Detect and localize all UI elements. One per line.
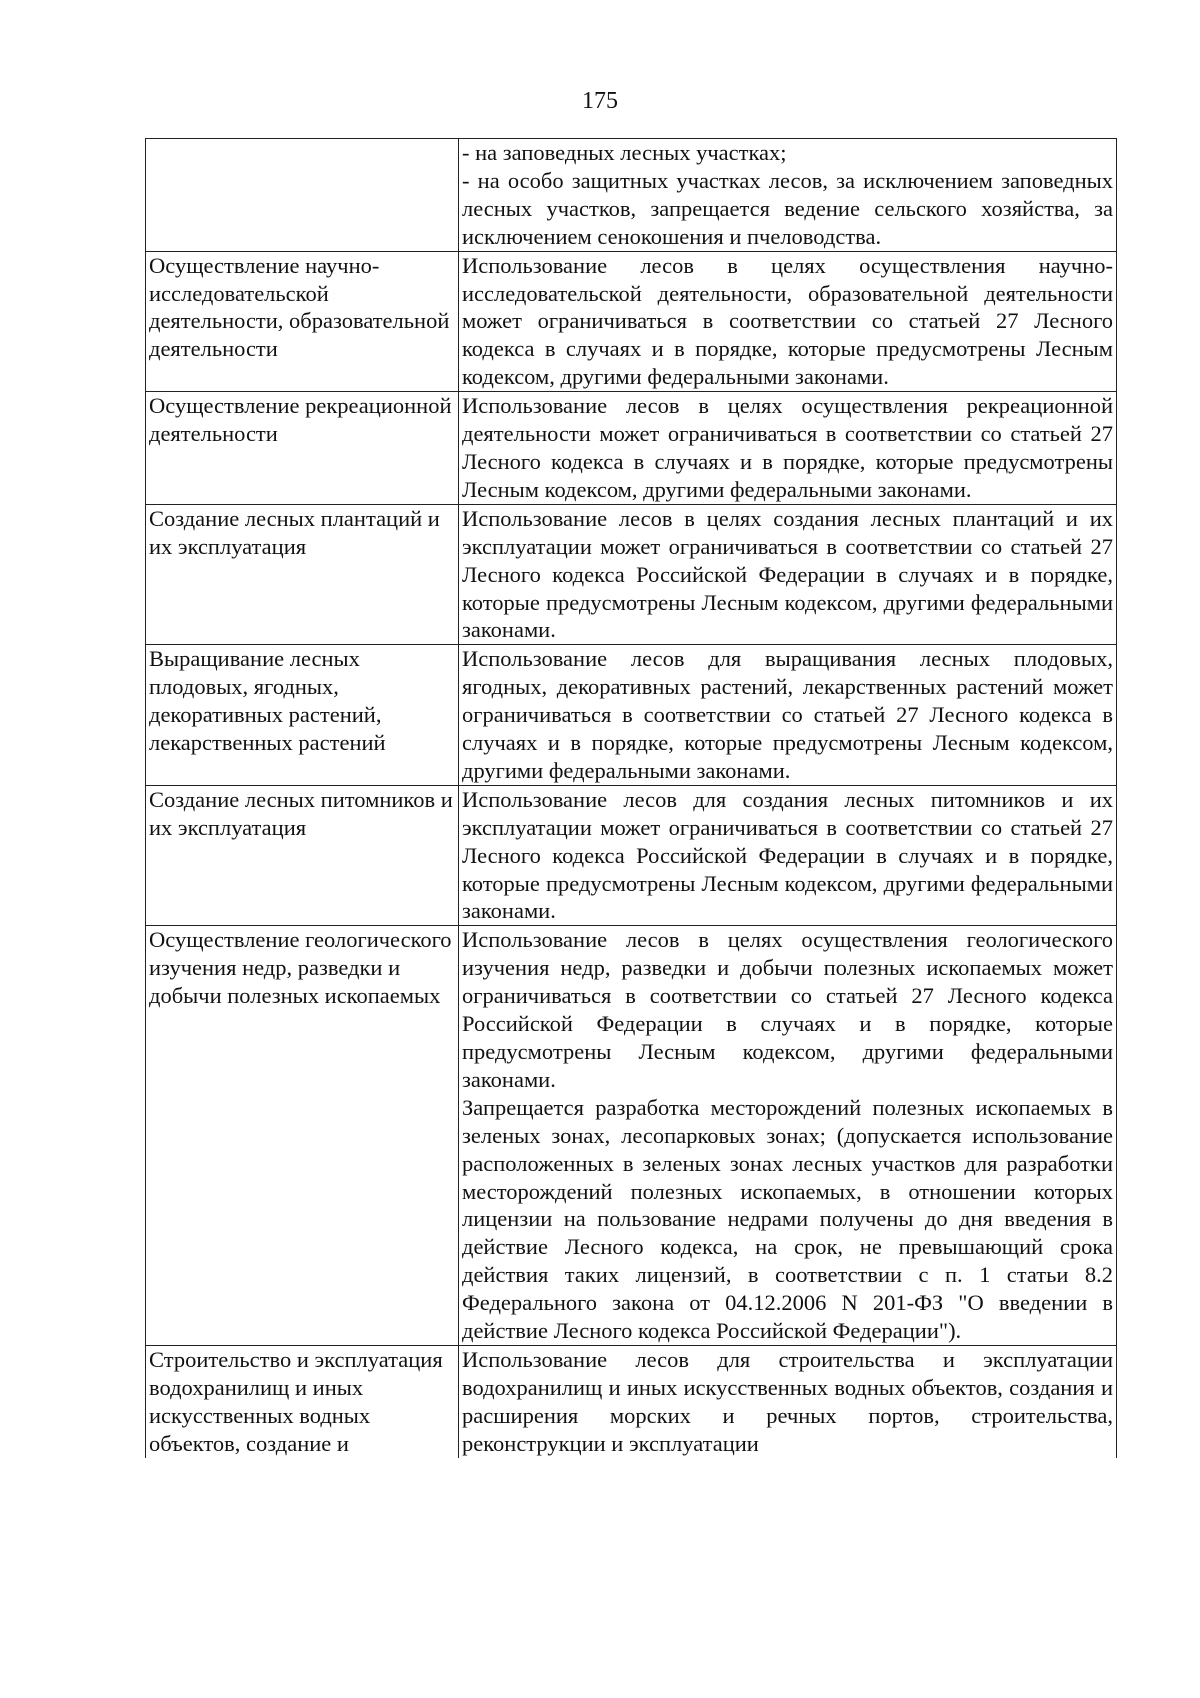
paragraph: Использование лесов для выращивания лесных плодовых, ягодных, декоративных растений, лекарственных растений может ограничиваться в соответствии со статьей 27 Лесного кодекса в случаях и в порядке, которые предусмотрены Лесным кодексом, другими федеральными законами. — [462, 646, 1113, 783]
row-label: Создание лесных плантаций и их эксплуатация — [146, 504, 459, 645]
table-row — [146, 926, 1117, 1346]
paragraph: - на заповедных лесных участках; — [462, 140, 787, 165]
row-description — [459, 1345, 1117, 1457]
row-label: Осуществление рекреационной деятельности — [146, 392, 459, 505]
row-label: Осуществление научно-исследовательской деятельности, образовательной деятельности — [146, 251, 459, 392]
row-description — [459, 251, 1117, 392]
row-label — [146, 139, 459, 252]
row-label: Строительство и эксплуатация водохранилищ и иных искусственных водных объектов, создание и — [146, 1345, 459, 1457]
table-row — [146, 1345, 1117, 1457]
paragraph: Запрещается разработка месторождений полезных ископаемых в зеленых зонах, лесопарковых зонах; (допускается использование расположенных в зеленых зонах лесных участков для разработки месторождений полезных ископаемых, в отношении которых лицензии на пользование недрами получены до дня введения в действие Лесного кодекса, на срок, не превышающий срока действия таких лицензий, в соответствии с п. 1 статьи 8.2 Федерального закона от 04.12.2006 N 201-ФЗ "О введении в действие Лесного кодекса Российской Федерации"). — [462, 1094, 1113, 1344]
row-description — [459, 926, 1117, 1346]
paragraph: Использование лесов в целях осуществления научно-исследовательской деятельности, образовательной деятельности может ограничиваться в соответствии со статьей 27 Лесного кодекса в случаях и в порядке, которые предусмотрены Лесным кодексом, другими федеральными законами. — [462, 252, 1113, 390]
table-row — [146, 645, 1117, 786]
table-row — [146, 139, 1117, 252]
row-description — [459, 645, 1117, 786]
paragraph: Использование лесов в целях осуществления рекреационной деятельности может ограничиваться в соответствии со статьей 27 Лесного кодекса в случаях и в порядке, которые предусмотрены Лесным кодексом, другими федеральными законами. — [462, 393, 1113, 502]
paragraph: Использование лесов для строительства и эксплуатации водохранилищ и иных искусственных водных объектов, создания и расширения морских и речных портов, строительства, реконструкции и эксплуатации — [462, 1346, 1113, 1456]
forest-use-table — [145, 138, 1117, 1458]
row-description — [459, 392, 1117, 505]
row-description — [459, 504, 1117, 645]
table-row — [146, 251, 1117, 392]
row-label: Осуществление геологического изучения недр, разведки и добычи полезных ископаемых — [146, 926, 459, 1346]
row-label: Создание лесных питомников и их эксплуатация — [146, 785, 459, 926]
table-row — [146, 392, 1117, 505]
paragraph: - на особо защитных участках лесов, за исключением заповедных лесных участков, запрещается ведение сельского хозяйства, за исключением сенокошения и пчеловодства. — [462, 167, 1113, 249]
paragraph: Использование лесов в целях создания лесных плантаций и их эксплуатации может ограничиваться в соответствии со статьей 27 Лесного кодекса Российской Федерации в случаях и в порядке, которые предусмотрены Лесным кодексом, другими федеральными законами. — [462, 505, 1113, 643]
page-number: 175 — [582, 88, 618, 114]
paragraph: Использование лесов для создания лесных питомников и их эксплуатации может ограничиваться в соответствии со статьей 27 Лесного кодекса Российской Федерации в случаях и в порядке, которые предусмотрены Лесным кодексом, другими федеральными законами. — [462, 786, 1113, 924]
row-label: Выращивание лесных плодовых, ягодных, декоративных растений, лекарственных растений — [146, 645, 459, 786]
row-description — [459, 785, 1117, 926]
table-row — [146, 504, 1117, 645]
row-description — [459, 139, 1117, 252]
table-row — [146, 785, 1117, 926]
paragraph: Использование лесов в целях осуществления геологического изучения недр, разведки и добычи полезных ископаемых может ограничиваться в соответствии со статьей 27 Лесного кодекса Российской Федерации в случаях и в порядке, которые предусмотрены Лесным кодексом, другими федеральными законами. — [462, 927, 1113, 1092]
